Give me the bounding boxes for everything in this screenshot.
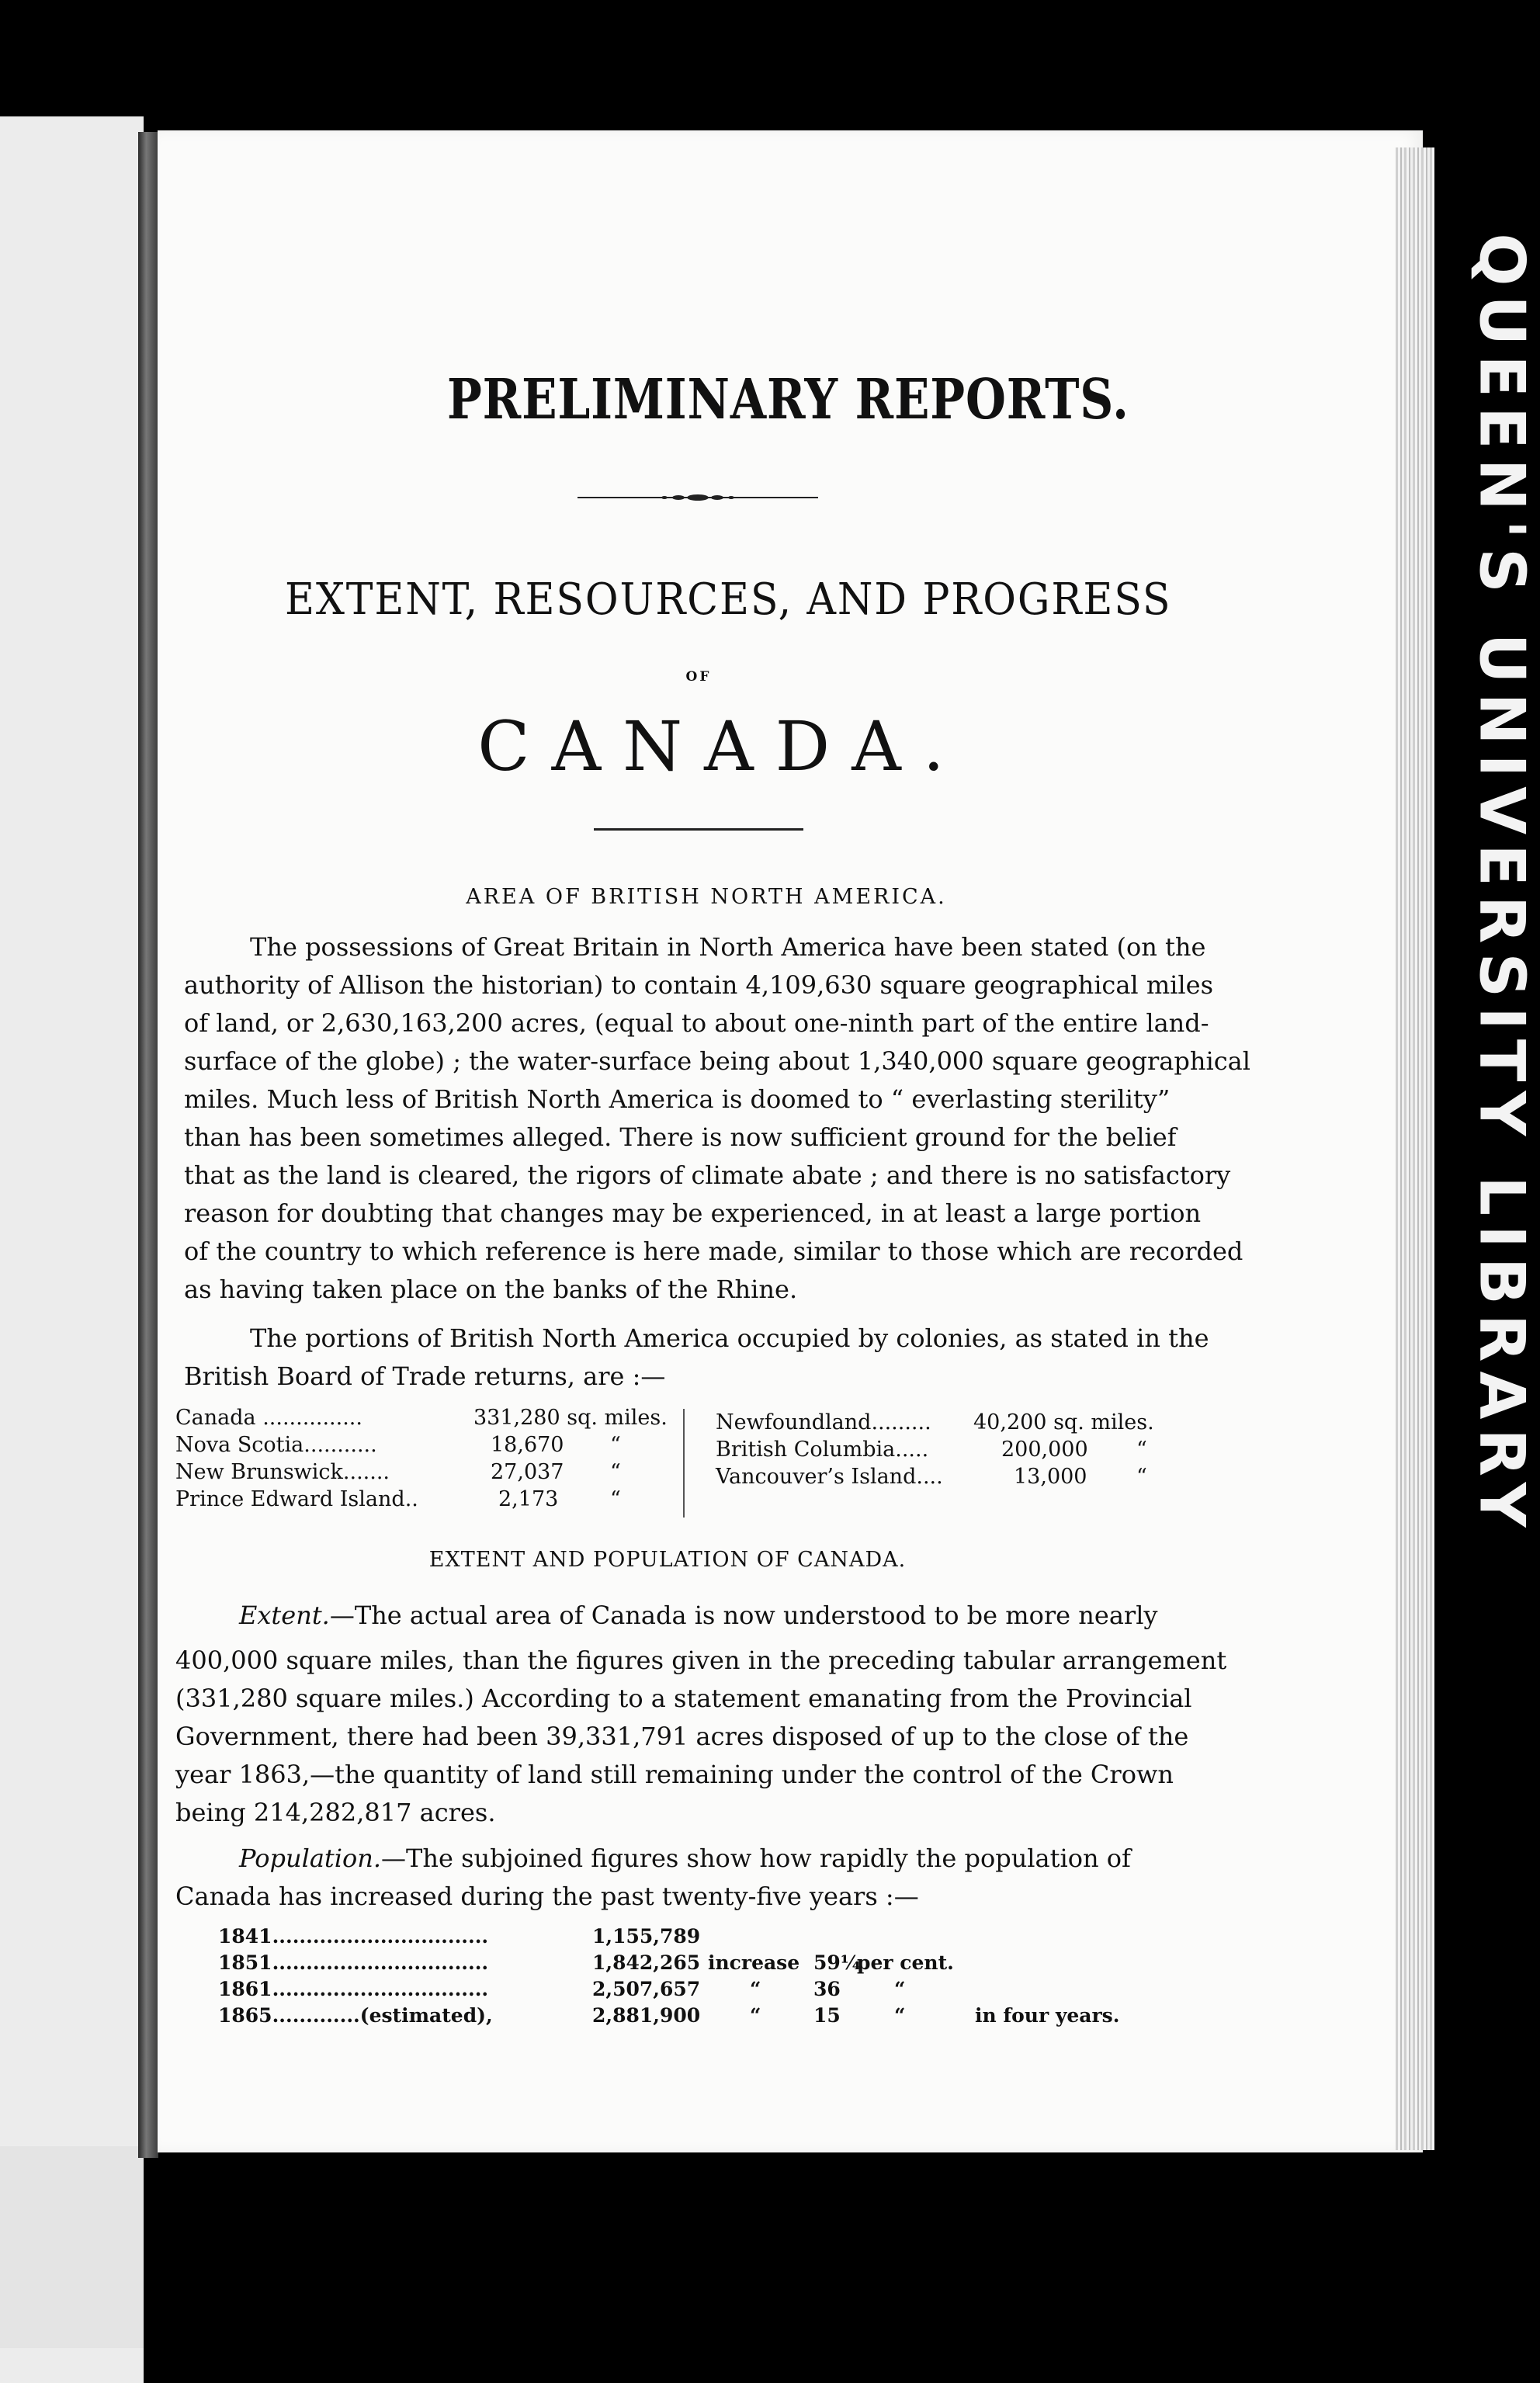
ditto-mark: “ <box>750 2004 761 2027</box>
population-count: 2,507,657 <box>592 1978 701 2000</box>
colony-area-value: 200,000 <box>1001 1438 1088 1462</box>
paragraph-line: Canada has increased during the past twenty-five years :— <box>175 1882 919 1911</box>
leader-dots: ........... <box>303 1433 377 1457</box>
paragraph-text: —The actual area of Canada is now understood to be more nearly <box>329 1601 1158 1630</box>
page-title: PRELIMINARY REPORTS. <box>447 366 1129 432</box>
paragraph-line: miles. Much less of British North America is doomed to “ everlasting sterility” <box>184 1084 1171 1114</box>
colony-area <box>498 1486 558 1513</box>
paragraph-line: of land, or 2,630,163,200 acres, (equal to about one-ninth part of the entire land- <box>184 1008 1209 1038</box>
paragraph-line <box>239 1597 1158 1635</box>
paragraph-line: The portions of British North America occupied by colonies, as stated in the <box>250 1323 1209 1353</box>
ditto-mark: “ <box>610 1460 621 1484</box>
colony-name: Newfoundland <box>716 1410 872 1434</box>
paragraph-line: year 1863,—the quantity of land still remaining under the control of the Crown <box>175 1760 1174 1789</box>
facing-page-bottom <box>0 2146 144 2348</box>
section-heading-area: AREA OF BRITISH NORTH AMERICA. <box>466 885 947 909</box>
paragraph-line: that as the land is cleared, the rigors of climate abate ; and there is no satisfactory <box>184 1160 1231 1190</box>
paragraph-line: reason for doubting that changes may be experienced, in at least a large portion <box>184 1198 1202 1228</box>
paragraph-line: British Board of Trade returns, are :— <box>184 1361 666 1391</box>
colony-area <box>1014 1464 1087 1490</box>
population-note: in four years. <box>975 2004 1120 2027</box>
leader-dots: .... <box>916 1465 943 1489</box>
paragraph-line: being 214,282,817 acres. <box>175 1798 496 1827</box>
colony-row <box>716 1437 928 1463</box>
section-heading-population: EXTENT AND POPULATION OF CANADA. <box>428 1548 907 1572</box>
census-year: 1851 <box>218 1951 272 1974</box>
colony-area-value: 18,670 <box>491 1433 564 1457</box>
colony-row <box>175 1405 362 1431</box>
page-subtitle: EXTENT, RESOURCES, AND PROGRESS <box>284 574 1172 625</box>
paragraph-line: Government, there had been 39,331,791 acres disposed of up to the close of the <box>175 1722 1189 1751</box>
ditto-mark: “ <box>750 1978 761 2000</box>
paragraph-line: The possessions of Great Britain in North America have been stated (on the <box>250 932 1206 962</box>
colony-name: Canada <box>175 1406 256 1430</box>
leader-dots: .. <box>404 1487 418 1511</box>
run-in-heading: Population. <box>239 1844 382 1873</box>
paragraph-line <box>239 1840 1131 1878</box>
colony-row <box>716 1410 931 1436</box>
ornamental-rule-icon <box>578 494 818 501</box>
leader-dots: ..... <box>895 1438 929 1462</box>
colony-row <box>175 1459 390 1486</box>
leader-dots: ......... <box>871 1410 931 1434</box>
page-fore-edge <box>1396 147 1434 2150</box>
colony-name: Prince Edward Island <box>175 1487 405 1511</box>
table-divider <box>683 1409 685 1518</box>
census-year: 1841 <box>218 1925 272 1948</box>
leader-dots: ................................ <box>272 1925 489 1948</box>
colony-area <box>1001 1437 1088 1463</box>
colony-name: Nova Scotia <box>175 1433 304 1457</box>
ditto-mark: “ <box>610 1487 621 1511</box>
colony-row <box>175 1486 418 1513</box>
population-count: 1,155,789 <box>592 1925 701 1948</box>
colony-row <box>716 1464 943 1490</box>
increase-percent: 15 <box>813 2004 841 2027</box>
colony-area-value: 2,173 <box>498 1487 559 1511</box>
ditto-mark: “ <box>1136 1465 1147 1489</box>
colony-name: Vancouver’s Island <box>716 1465 917 1489</box>
leader-dots: .............(estimated), <box>272 2004 493 2027</box>
colony-area <box>973 1410 1154 1436</box>
spine-library-label: QUEEN'S UNIVERSITY LIBRARY <box>1465 233 1538 1537</box>
population-row <box>218 2003 493 2029</box>
run-in-heading: Extent. <box>239 1601 330 1630</box>
ditto-mark: “ <box>894 1978 906 2000</box>
paragraph-line: surface of the globe) ; the water-surface being about 1,340,000 square geographical <box>184 1046 1250 1076</box>
country-heading: CANADA. <box>477 706 966 786</box>
paragraph-line: 400,000 square miles, than the figures given in the preceding tabular arrangement <box>175 1646 1227 1675</box>
colony-area <box>491 1432 564 1459</box>
colony-row <box>175 1432 377 1459</box>
population-row <box>218 1923 488 1950</box>
colony-area-value: 40,200 <box>973 1410 1047 1434</box>
colony-name: British Columbia <box>716 1438 896 1462</box>
population-row <box>218 1976 488 2003</box>
ditto-mark: “ <box>610 1433 621 1457</box>
colony-area-unit: sq. miles. <box>567 1406 668 1430</box>
percent-unit: per cent. <box>857 1951 954 1974</box>
ditto-mark: “ <box>1136 1438 1147 1462</box>
ditto-mark: “ <box>894 2004 906 2027</box>
paragraph-line: of the country to which reference is here made, similar to those which are recorded <box>184 1237 1243 1266</box>
colony-name: New Brunswick <box>175 1460 343 1484</box>
census-year: 1861 <box>218 1978 272 2000</box>
increase-percent: 36 <box>813 1978 841 2000</box>
increase-percent: 59¼ <box>813 1951 861 1974</box>
paragraph-text: —The subjoined figures show how rapidly the population of <box>381 1844 1131 1873</box>
colony-area-value: 13,000 <box>1014 1465 1087 1489</box>
increase-label: increase <box>708 1951 800 1974</box>
colony-area <box>491 1459 564 1486</box>
colony-area <box>473 1405 668 1431</box>
paragraph-line: (331,280 square miles.) According to a statement emanating from the Provincial <box>175 1684 1192 1713</box>
heading-rule <box>594 828 803 831</box>
census-year: 1865 <box>218 2004 272 2027</box>
colony-area-value: 331,280 <box>473 1406 560 1430</box>
paragraph-line: than has been sometimes alleged. There is now sufficient ground for the belief <box>184 1122 1177 1152</box>
book-gutter <box>138 132 158 2158</box>
population-count: 1,842,265 <box>592 1951 701 1974</box>
paragraph-line: authority of Allison the historian) to contain 4,109,630 square geographical miles <box>184 970 1213 1000</box>
leader-dots: ................................ <box>272 1951 489 1974</box>
leader-dots: ....... <box>342 1460 390 1484</box>
colony-area-value: 27,037 <box>491 1460 564 1484</box>
population-count: 2,881,900 <box>592 2004 701 2027</box>
subtitle-connector: OF <box>685 669 712 685</box>
leader-dots: ................................ <box>272 1978 489 2000</box>
paragraph-line: as having taken place on the banks of the Rhine. <box>184 1275 798 1304</box>
population-row <box>218 1950 488 1976</box>
leader-dots: ............... <box>255 1406 362 1430</box>
facing-page-edge <box>0 116 144 2383</box>
colony-area-unit: sq. miles. <box>1053 1410 1154 1434</box>
